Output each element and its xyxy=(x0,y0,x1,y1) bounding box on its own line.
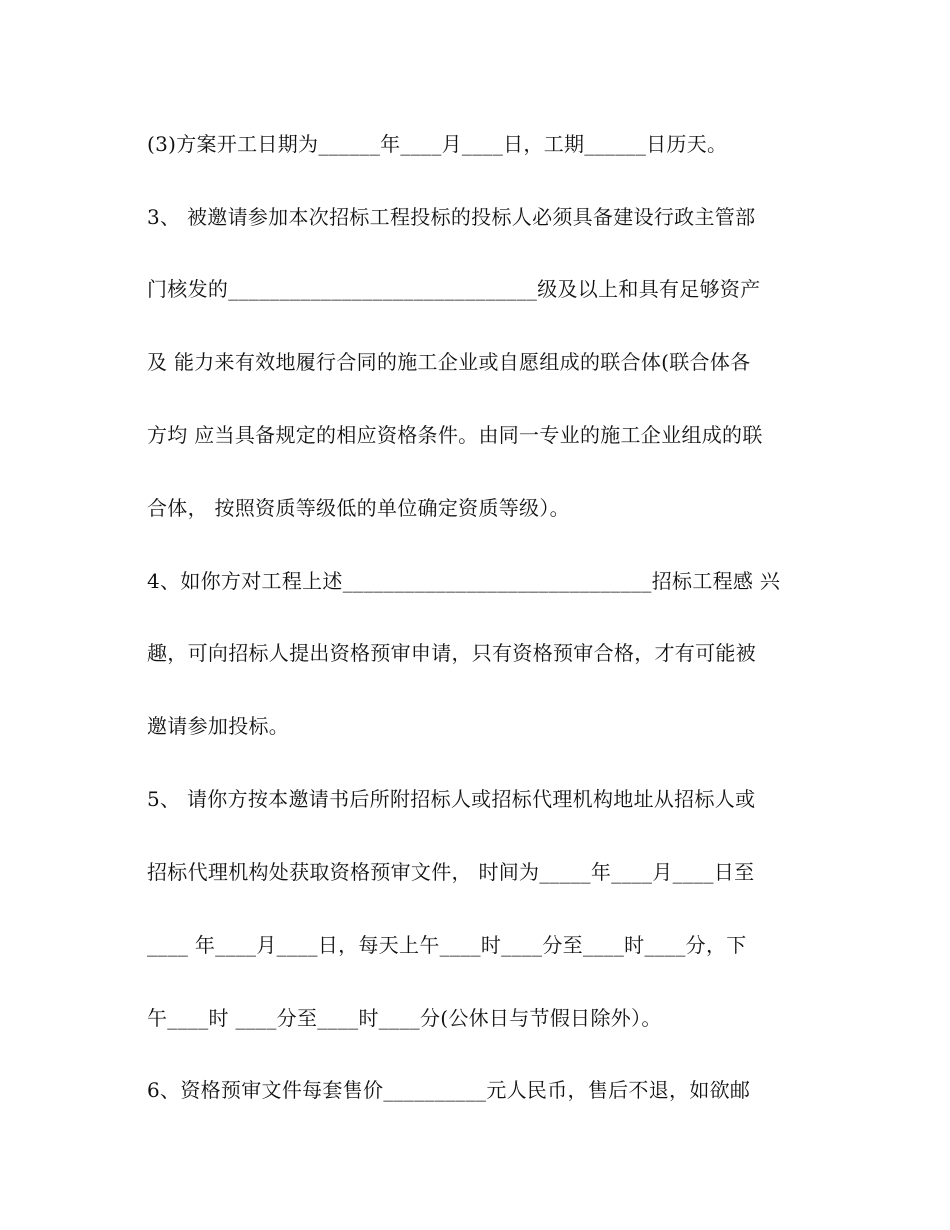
text-line-11: 招标代理机构处获取资格预审文件， 时间为_____年____月____日至 xyxy=(147,860,755,884)
text-line-3: 门核发的______________________________级及以上和具有足够资产 xyxy=(147,277,761,301)
text-line-5: 方均 应当具备规定的相应资格条件。由同一专业的施工企业组成的联 xyxy=(147,423,763,447)
text-line-9: 邀请参加投标。 xyxy=(147,714,290,738)
text-line-7: 4、如你方对工程上述______________________________招标工程感 兴 xyxy=(147,569,781,593)
text-line-4: 及 能力来有效地履行合同的施工企业或自愿组成的联合体(联合体各 xyxy=(147,350,751,374)
text-line-13: 午____时 ____分至____时____分(公休日与节假日除外）。 xyxy=(147,1006,662,1030)
text-line-6: 合体， 按照资质等级低的单位确定资质等级）。 xyxy=(147,496,570,520)
text-line-10: 5、 请你方按本邀请书后所附招标人或招标代理机构地址从招标人或 xyxy=(147,787,756,811)
text-line-2: 3、 被邀请参加本次招标工程投标的投标人必须具备建设行政主管部 xyxy=(147,205,756,229)
text-line-8: 趣，可向招标人提出资格预审申请，只有资格预审合格，才有可能被 xyxy=(147,641,756,665)
text-line-12: ____ 年____月____日，每天上午____时____分至____时____分，下 xyxy=(147,933,747,957)
text-line-14: 6、资格预审文件每套售价__________元人民币，售后不退，如欲邮 xyxy=(147,1078,751,1102)
text-line-1: (3)方案开工日期为______年____月____日，工期______日历天。 xyxy=(147,132,728,156)
